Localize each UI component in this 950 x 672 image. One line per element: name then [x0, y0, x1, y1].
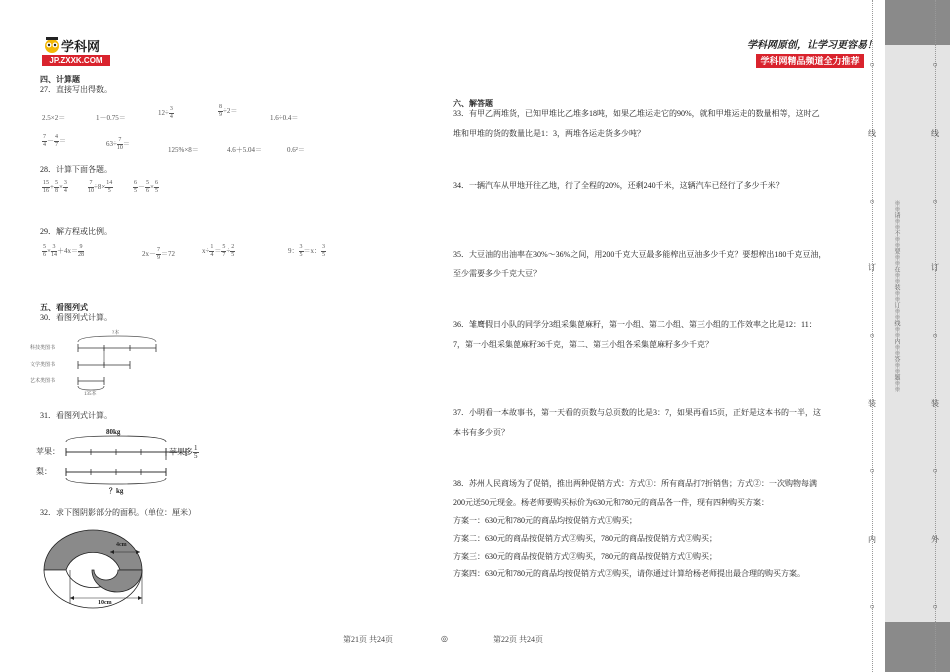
question-35-line-1: 35．大豆油的出油率在30%～36%之间，用200千克大豆最多能榨出豆油多少千克？要想榨出180千克豆油，	[453, 250, 827, 259]
question-38-plan-1: 方案一：630元和780元的商品均按促销方式①购买；	[453, 516, 637, 525]
q30-label-science: 科技类图书	[30, 346, 56, 351]
q27-item-4: $\frac{8}{9}$ ÷2＝	[219, 104, 238, 118]
q32-outer-label: 10cm	[98, 600, 112, 606]
question-35-line-2: 至少需要多少千克大豆？	[453, 269, 541, 278]
header-badge: 学科网精品频道全力推荐	[756, 54, 864, 68]
question-34: 34．一辆汽车从甲地开往乙地，行了全程的20%，还剩240千米，这辆汽车已经行了多少千米？	[453, 181, 784, 190]
logo-name: 学科网	[61, 39, 101, 54]
outer-mark-4: 订	[931, 263, 939, 272]
question-38-line-2: 200元送50元现金。杨老师要购买标价为630元和780元的商品各一件，现有四种购买方案：	[453, 498, 769, 507]
inner-mark-9: ○	[869, 602, 875, 611]
q28-expression-1: $\frac{15}{16}$ + $\frac{5}{8}$ × $\frac{3}{4}$	[43, 180, 67, 194]
q27-item-8: 125%×8＝	[168, 146, 199, 154]
section-6-title: 六、解答题	[453, 99, 493, 108]
q30-top-label: ?本	[112, 331, 120, 336]
inner-mark-8: 内	[868, 535, 876, 544]
question-38-line-1: 38．苏州人民商场为了促销，推出两种促销方式：方式①：所有商品打7折销售；方式②：一次购物每满	[453, 479, 817, 488]
q29-equation-1: $\frac{5}{6}$ × $\frac{3}{14}$ ＋4x＝ $\frac{9}{28}$	[43, 244, 84, 258]
question-31: 31．看图列式计算。	[40, 411, 112, 420]
inner-mark-1: ○	[869, 60, 875, 69]
binding-notice: ※※请※※不※※要※※在※※装※※订※※线※※内※※答※※题※※	[893, 200, 899, 392]
outer-mark-7: ○	[932, 466, 938, 475]
q28-expression-3: $\frac{6}{5}$ － $\frac{5}{6}$ × $\frac{6}{5}$	[134, 180, 158, 194]
outer-mark-3: ○	[932, 197, 938, 206]
question-30: 30．看图列式计算。	[40, 313, 112, 322]
inner-mark-2: 线	[868, 129, 876, 138]
outer-mark-6: 装	[931, 399, 939, 408]
question-32: 32．求下图阴影部分的面积。（单位：厘米）	[40, 508, 196, 517]
q30-label-literature: 文学类图书	[30, 363, 56, 368]
q30-bottom-label: 135本	[84, 392, 97, 397]
inner-mark-7: ○	[869, 466, 875, 475]
outer-mark-2: 线	[931, 129, 939, 138]
q27-item-7: 63÷ $\frac{7}{10}$ ＝	[106, 137, 130, 151]
q31-more-label: 苹果多 $\frac{1}{5}$	[169, 444, 198, 460]
question-37-line-1: 37．小明看一本故事书，第一天看的页数与总页数的比是3：7，如果再看15页，正好是这本书的一半，这	[453, 408, 821, 417]
q31-apple-label: 苹果：	[36, 447, 60, 456]
question-38-plan-2: 方案二：630元的商品按促销方式②购买，780元的商品按促销方式②购买；	[453, 534, 717, 543]
q31-diagram-lines	[36, 428, 216, 500]
q29-equation-2: 2x－ $\frac{7}{9}$ ＝72	[142, 247, 175, 261]
outer-mark-9: ○	[932, 602, 938, 611]
q27-item-10: 0.6²＝	[287, 146, 305, 154]
q27-item-1: 2.5×2＝	[42, 114, 66, 122]
inner-mark-4: 订	[868, 263, 876, 272]
q31-bottom-label: ？kg	[109, 487, 124, 495]
question-36-line-2: 7，第一小组采集蓖麻籽36千克，第二、第三小组各采集蓖麻籽多少千克？	[453, 340, 713, 349]
question-36-line-1: 36．雏鹰假日小队的同学分3组采集蓖麻籽，第一小组、第二小组、第三小组的工作效率之比是12：11：	[453, 320, 817, 329]
q32-figure-drawing	[40, 522, 150, 610]
q29-equation-4: 9： $\frac{3}{5}$ ＝x： $\frac{3}{5}$	[288, 244, 325, 258]
q31-pear-label: 梨：	[36, 467, 52, 476]
owl-icon	[44, 36, 60, 54]
q27-item-3: 12÷ $\frac{3}{4}$	[158, 106, 173, 120]
outer-mark-5: ○	[932, 331, 938, 340]
q28-expression-2: $\frac{7}{10}$ ÷8× $\frac{14}{5}$	[88, 180, 113, 194]
q29-equation-3: x÷ $\frac{1}{4}$ ＝ $\frac{5}{7}$ ÷ $\frac{2}{5}$	[202, 244, 235, 258]
question-37-line-2: 本书有多少页？	[453, 428, 509, 437]
question-29: 29．解方程或比例。	[40, 227, 112, 236]
binding-strip-bottom	[885, 622, 950, 672]
q30-label-art: 艺术类图书	[30, 379, 56, 384]
q31-top-label: 80kg	[106, 428, 121, 436]
question-27: 27．直接写出得数。	[40, 85, 112, 94]
question-28: 28．计算下面各题。	[40, 165, 112, 174]
q27-item-2: 1－0.75＝	[96, 114, 126, 122]
q27-item-9: 4.6＋5.04＝	[227, 146, 262, 154]
section-5-title: 五、看图列式	[40, 303, 88, 312]
q27-item-5: 1.6÷0.4＝	[270, 114, 299, 122]
question-33-line-2: 堆和甲堆的货的数量比是1：3，两堆各运走货多少吨？	[453, 129, 645, 138]
outer-mark-1: ○	[932, 60, 938, 69]
section-4-title: 四、计算题	[40, 75, 80, 84]
q31-bar-diagram	[36, 428, 216, 500]
q32-inner-label: 4cm	[116, 542, 127, 548]
inner-mark-3: ○	[869, 197, 875, 206]
logo-domain: JP.ZXXK.COM	[42, 55, 110, 66]
inner-mark-5: ○	[869, 331, 875, 340]
question-38-plan-4: 方案四：630元和780元的商品均按促销方式②购买，请你通过计算给杨老师提出最合理的购买方案。	[453, 569, 805, 578]
inner-mark-6: 装	[868, 399, 876, 408]
question-38-plan-3: 方案三：630元的商品按促销方式②购买，780元的商品按促销方式①购买；	[453, 552, 717, 561]
q30-bar-diagram	[30, 328, 160, 398]
xuekewang-logo	[42, 36, 110, 70]
q27-item-6: $\frac{7}{4}$ － $\frac{4}{7}$ ＝	[43, 134, 66, 148]
binding-strip-top	[885, 0, 950, 45]
footer-separator: ◎	[441, 634, 448, 643]
footer-right-page: 第22页 共24页	[493, 635, 543, 644]
q32-shaded-figure	[40, 522, 150, 610]
question-33-line-1: 33．有甲乙两堆货，已知甲堆比乙堆多18吨，如果乙堆运走它的90%，就和甲堆运走的数量相等，这时乙	[453, 109, 820, 118]
outer-mark-8: 外	[931, 535, 939, 544]
footer-left-page: 第21页 共24页	[343, 635, 393, 644]
header-slogan: 学科网原创，让学习更容易！	[747, 40, 877, 51]
